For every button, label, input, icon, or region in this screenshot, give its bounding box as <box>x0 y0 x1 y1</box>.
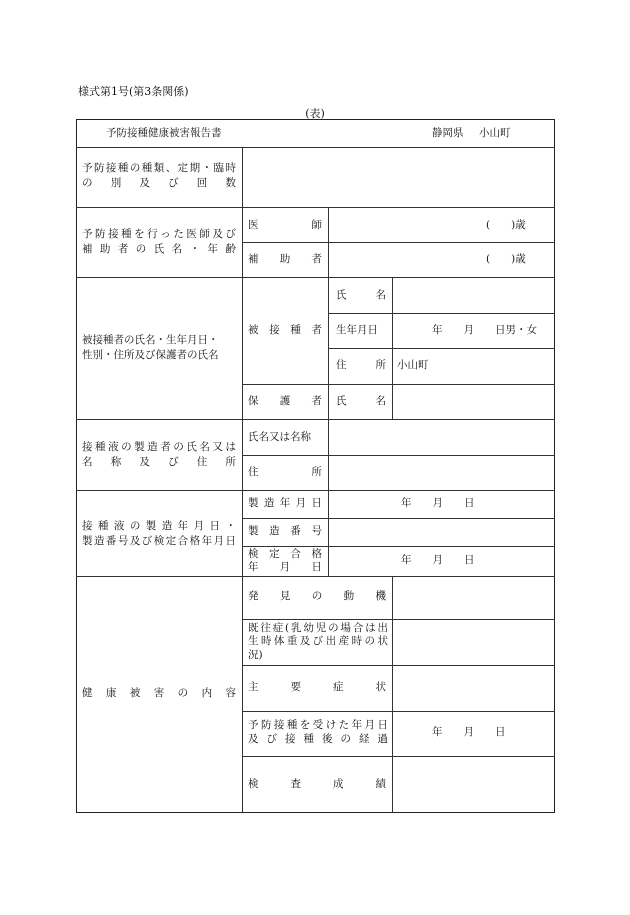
health-damage-label: 健康被害の内容 <box>82 687 236 700</box>
label-line: 被接種者の氏名・生年月日・ <box>82 333 219 346</box>
physician-label: 医師 <box>248 219 322 232</box>
label-line: 接種液の製造者の氏名又は <box>82 440 236 453</box>
row-divider <box>242 518 555 519</box>
label-line: 名称及び住所 <box>82 456 236 468</box>
label-line: 予防接種を行った医師及び <box>82 227 236 240</box>
label-line: 製造番号及び検定合格年月日 <box>82 535 236 547</box>
row-divider <box>328 348 555 349</box>
form-number: 様式第1号(第3条関係) <box>78 85 189 98</box>
discovery-label: 発見の動機 <box>248 590 386 603</box>
recipient-subheader: 被接種者 <box>248 324 322 337</box>
address-label: 住所 <box>336 359 386 372</box>
row-divider <box>242 711 555 712</box>
maker-address-label: 住所 <box>248 466 322 479</box>
doctor-label <box>82 218 236 266</box>
guardian-subheader: 保護者 <box>248 395 322 408</box>
side-label: (表) <box>305 107 325 120</box>
column-divider <box>328 207 329 576</box>
test-results-label: 検査成績 <box>248 778 386 791</box>
guardian-name-label: 氏名 <box>336 395 386 408</box>
manufacture-date-label: 製造年月日 <box>248 497 322 510</box>
town: 小山町 <box>479 127 511 140</box>
row-divider <box>76 147 555 148</box>
label-line: 性別・住所及び保護者の氏名 <box>82 349 219 361</box>
label-line: 接種液の製造年月日・ <box>82 519 236 532</box>
label-line: 予防接種を受けた年月日 <box>248 719 388 732</box>
birthdate-label: 生年月日 <box>336 324 378 337</box>
certification-date-value: 年 月 日 <box>401 554 475 567</box>
label-line: 補助者の氏名・年齢 <box>82 243 236 255</box>
row-divider <box>76 576 555 577</box>
label-line: 年月日 <box>248 561 322 573</box>
lot-number-label: 製造番号 <box>248 525 322 538</box>
address-value: 小山町 <box>397 359 429 372</box>
label-line: 予防接種の種類、定期・臨時 <box>82 161 236 174</box>
row-divider <box>242 384 555 385</box>
assistant-age: ( )歳 <box>486 253 526 266</box>
column-divider <box>392 277 393 419</box>
row-divider <box>242 756 555 757</box>
vaccination-date-value: 年 月 日 <box>432 726 506 739</box>
assistant-label: 補助者 <box>248 253 322 266</box>
birthdate-value: 年 月 日男・女 <box>432 324 537 337</box>
form-title: 予防接種健康被害報告書 <box>106 127 222 140</box>
physician-age: ( )歳 <box>486 219 526 232</box>
label-line: 検定合格 <box>248 548 322 561</box>
row-divider <box>242 665 555 666</box>
label-line: 生時体重及び出産時の状 <box>248 635 388 648</box>
manufacture-label <box>82 511 236 557</box>
maker-name-label: 氏名又は名称 <box>248 431 311 444</box>
vaccination-date-label <box>248 715 388 751</box>
recipient-label <box>82 325 236 371</box>
row-divider <box>76 277 555 278</box>
row-divider <box>242 242 555 243</box>
row-divider <box>328 313 555 314</box>
label-line: の別及び回数 <box>82 177 236 189</box>
row-divider <box>242 455 555 456</box>
label-line: 及び接種後の経過 <box>248 733 388 745</box>
row-divider <box>76 419 555 420</box>
manufacturer-label <box>82 432 236 478</box>
main-symptoms-label: 主要症状 <box>248 681 386 694</box>
name-label: 氏名 <box>336 289 386 302</box>
vaccine-type-label <box>82 156 236 196</box>
column-divider <box>242 147 243 813</box>
prefecture: 静岡県 <box>432 127 464 140</box>
row-divider <box>76 207 555 208</box>
row-divider <box>242 619 555 620</box>
label-line: 況) <box>248 648 263 661</box>
label-line: 既往症(乳幼児の場合は出 <box>248 621 388 634</box>
manufacture-date-value: 年 月 日 <box>401 497 475 510</box>
medical-history-label <box>248 621 388 663</box>
row-divider <box>76 490 555 491</box>
certification-date-label <box>248 547 322 575</box>
column-divider <box>392 576 393 813</box>
